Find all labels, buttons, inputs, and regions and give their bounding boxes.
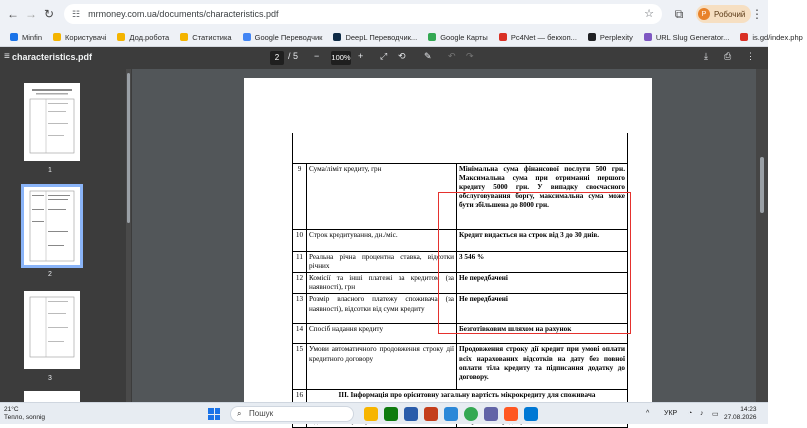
row-number: 10 <box>293 229 307 251</box>
bookmark-item[interactable] <box>113 31 173 44</box>
row-number: 12 <box>293 272 307 293</box>
clock-date: 27.08.2026 <box>724 414 757 421</box>
weather-desc: Тепло, sonnig <box>4 413 45 421</box>
search-icon: ⌕ <box>237 409 242 418</box>
taskbar-search[interactable] <box>230 406 354 422</box>
row-value: Мінімальна сума фінансової послуги 500 грн. Максимальна сума при отриманні першого кредиту 5000 грн. У випадку своєчасного обслуговування боргу, максимальна сума може бути збільшена до 8000 грн. <box>457 163 628 229</box>
sidebar-menu-icon[interactable]: ≡ <box>4 51 10 62</box>
bookmarks-bar <box>0 28 803 47</box>
edge-icon[interactable] <box>524 407 538 421</box>
row-label: Спосіб надання кредиту <box>307 324 457 344</box>
pdf-toolbar <box>0 47 768 69</box>
row-value: Не передбачені <box>457 294 628 324</box>
browser-toolbar <box>0 0 768 28</box>
file-explorer-icon[interactable] <box>364 407 378 421</box>
teams-icon[interactable] <box>484 407 498 421</box>
bookmark-item[interactable] <box>424 31 492 44</box>
extensions-icon[interactable]: ⧉ <box>674 6 684 21</box>
chrome-icon[interactable] <box>464 407 478 421</box>
bookmark-favicon-icon <box>428 33 436 41</box>
highlight-box <box>438 192 631 334</box>
row-number: 9 <box>293 163 307 229</box>
clock[interactable] <box>724 406 757 422</box>
row-label: Комісії та інші платежі за кредитом (за наявності), грн <box>307 272 457 293</box>
reload-icon[interactable]: ↻ <box>43 7 55 21</box>
bookmark-favicon-icon <box>644 33 652 41</box>
bookmark-item[interactable] <box>736 31 806 44</box>
rotate-icon[interactable]: ⟲ <box>398 51 406 61</box>
volume-icon[interactable]: ♪ <box>700 410 704 417</box>
pdf-title: characteristics.pdf <box>12 52 93 62</box>
powerpoint-icon[interactable] <box>424 407 438 421</box>
bookmark-item[interactable] <box>6 31 46 44</box>
table-row <box>293 344 628 390</box>
bookmark-label: Pc4Net — бекхоп... <box>510 32 577 42</box>
weather-widget[interactable] <box>4 406 45 421</box>
start-icon[interactable] <box>208 408 220 420</box>
bookmark-label: Perplexity <box>599 32 633 42</box>
bookmark-item[interactable] <box>584 31 637 44</box>
thumbnail-label: 3 <box>48 375 52 382</box>
table-row <box>293 133 628 163</box>
zoom-level[interactable]: 100% <box>331 51 351 65</box>
thumbnail-2-preview <box>24 187 80 265</box>
sidebar-scrollbar[interactable] <box>126 69 131 402</box>
bookmark-label: DeepL Переводчик... <box>345 32 418 42</box>
thumbnail-3-preview <box>24 291 80 369</box>
thumbnail-page-1[interactable] <box>24 83 80 161</box>
excel-icon[interactable] <box>384 407 398 421</box>
row-value: Не передбачені <box>457 272 628 293</box>
windows-taskbar <box>0 402 768 424</box>
back-icon[interactable]: ← <box>7 7 19 21</box>
bookmark-favicon-icon <box>243 33 251 41</box>
bookmark-label: Статистика <box>192 32 232 42</box>
row-number: 14 <box>293 324 307 344</box>
bookmark-item[interactable] <box>329 31 421 44</box>
redo-icon[interactable]: ↷ <box>466 51 474 61</box>
wifi-icon[interactable]: ◔ <box>688 410 693 417</box>
print-icon[interactable]: ⎙ <box>724 51 732 61</box>
row-label: Реальна річна процентна ставка, відсотки річних <box>307 251 457 272</box>
bookmark-favicon-icon <box>117 33 125 41</box>
bookmark-label: Minfin <box>22 32 43 42</box>
address-bar[interactable] <box>64 4 662 24</box>
thumbnail-sidebar <box>0 69 132 402</box>
clock-time: 14:23 <box>740 406 757 413</box>
bookmark-label: is.gd/index.php <box>752 32 803 42</box>
telegram-icon[interactable] <box>444 407 458 421</box>
row-value: Безготівковим шляхом на рахунок <box>457 324 628 344</box>
thumbnail-label: 2 <box>48 271 52 278</box>
thumbnail-1-preview <box>24 83 80 161</box>
forward-icon[interactable]: → <box>25 7 37 21</box>
site-info-icon[interactable]: ☷ <box>72 8 81 19</box>
bookmark-favicon-icon <box>588 33 596 41</box>
document-viewport <box>132 69 768 402</box>
url-text: mrmoney.com.ua/documents/characteristics.pdf <box>88 9 279 19</box>
row-label: Сума/ліміт кредиту, грн <box>307 163 457 229</box>
battery-icon[interactable]: ▭ <box>712 411 719 418</box>
avatar: Р <box>698 8 710 20</box>
bookmark-favicon-icon <box>53 33 61 41</box>
row-label: Умови автоматичного продовження строку дії кредитного договору <box>307 344 457 390</box>
download-icon[interactable]: ⤓ <box>704 51 708 61</box>
row-label: Строк кредитування, дн./міс. <box>307 229 457 251</box>
bookmark-label: Дод.робота <box>129 32 170 42</box>
bookmark-label: URL Slug Generator... <box>655 32 730 42</box>
bookmark-favicon-icon <box>10 33 18 41</box>
bookmark-favicon-icon <box>333 33 341 41</box>
profile-button[interactable] <box>696 5 751 23</box>
section-heading: ІІІ. Інформація про орієнтовну загальну вартість мікрокредиту для споживача <box>307 390 628 406</box>
bookmark-item[interactable] <box>640 31 734 44</box>
word-icon[interactable] <box>404 407 418 421</box>
search-placeholder: Пошук <box>249 409 274 418</box>
bookmark-item[interactable] <box>49 31 110 44</box>
bookmark-item[interactable] <box>495 31 581 44</box>
thumbnail-page-4[interactable] <box>24 391 80 402</box>
menu-icon[interactable]: ⋮ <box>751 7 763 21</box>
row-number: 11 <box>293 251 307 272</box>
thumbnail-page-2[interactable] <box>24 187 80 265</box>
row-value: 3 546 % <box>457 251 628 272</box>
annotate-icon[interactable]: ✎ <box>424 51 432 61</box>
thumbnail-page-3[interactable] <box>24 291 80 369</box>
page-count: / 5 <box>288 51 299 61</box>
bookmark-favicon-icon <box>740 33 748 41</box>
zoom-out-icon[interactable]: − <box>314 51 320 61</box>
row-number: 15 <box>293 344 307 390</box>
app-icon[interactable] <box>504 407 518 421</box>
more-options-icon[interactable]: ⋮ <box>746 51 755 61</box>
bookmark-favicon-icon <box>180 33 188 41</box>
bookmark-label: Користувачі <box>65 32 107 42</box>
thumbnail-label: 1 <box>48 167 52 174</box>
fit-page-icon[interactable]: ⤢ <box>380 51 388 61</box>
tray-chevron-icon[interactable]: ^ <box>646 410 650 417</box>
page-number-input[interactable]: 2 <box>270 51 284 65</box>
undo-icon[interactable]: ↶ <box>448 51 456 61</box>
row-label: Розмір власного платежу споживача (за наявності), відсотки від суми кредиту <box>307 294 457 324</box>
bookmark-item[interactable] <box>239 31 327 44</box>
document-scroll-thumb[interactable] <box>760 157 764 213</box>
weather-temp: 21°C <box>4 406 19 413</box>
bookmark-favicon-icon <box>499 33 507 41</box>
row-value: Кредит видається на строк від 3 до 30 днів. <box>457 229 628 251</box>
document-scrollbar[interactable] <box>756 69 768 402</box>
bookmark-label: Google Карты <box>440 32 488 42</box>
bookmark-star-icon[interactable]: ☆ <box>644 8 654 20</box>
bookmark-label: Google Переводчик <box>254 32 323 42</box>
row-number: 16 <box>293 390 307 406</box>
language-indicator[interactable]: УКР <box>664 410 678 417</box>
row-number: 13 <box>293 294 307 324</box>
bookmark-item[interactable] <box>176 31 235 44</box>
profile-label: Робочий <box>714 9 746 19</box>
zoom-in-icon[interactable]: + <box>358 51 364 61</box>
row-value: Продовження строку дії кредит при умові оплати всіх нарахованих відсотків на дату без повної оплати тіла кредиту та підписання додатку до договору. <box>457 344 628 390</box>
sidebar-scroll-thumb[interactable] <box>127 73 130 223</box>
